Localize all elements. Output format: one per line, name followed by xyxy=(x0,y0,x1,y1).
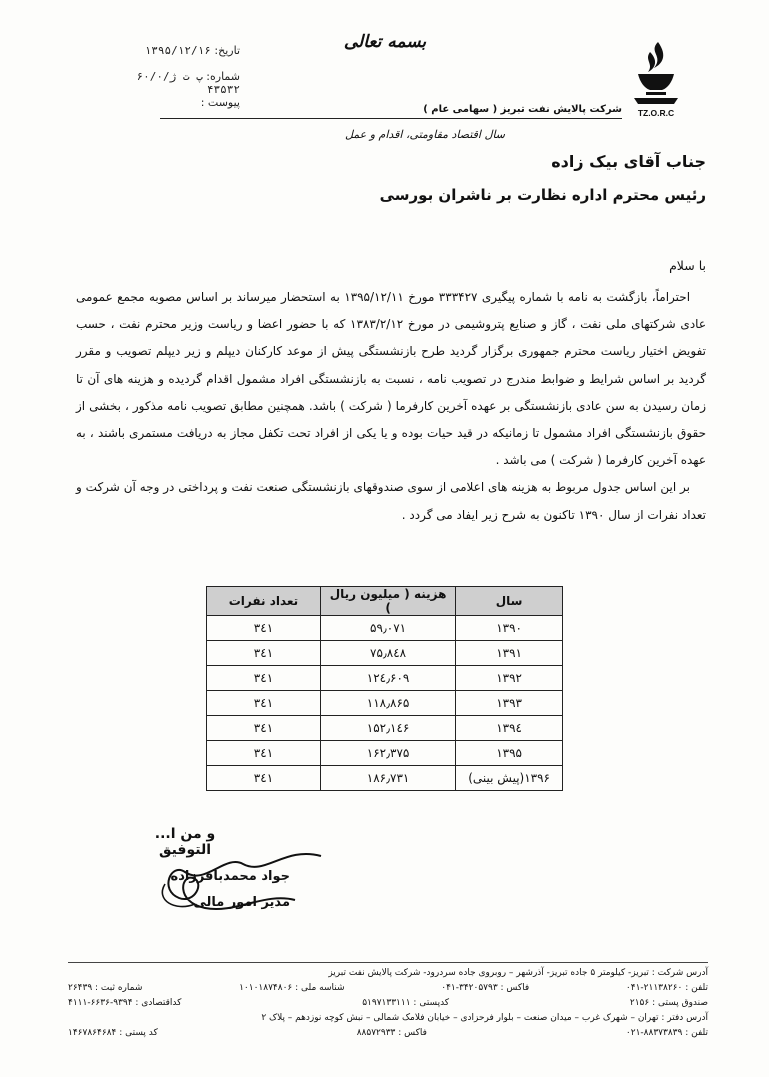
cell-year: ۱۳۹۳ xyxy=(456,691,563,716)
cell-year: ۱۳۹۰ xyxy=(456,616,563,641)
table-row xyxy=(207,741,563,766)
cell-count: ۳٤۱ xyxy=(207,766,321,791)
number-line xyxy=(120,70,240,96)
phone: تلفن : ۲۱۱۳۸۲۶۰-۰۴۱ xyxy=(625,983,708,993)
fax: فاکس : ۳۴۲۰۵۷۹۳-۰۴۱ xyxy=(441,983,530,993)
cost-table xyxy=(206,586,563,791)
company-logo-icon xyxy=(628,38,684,120)
signer-title: مدیر امور مالی xyxy=(193,895,290,910)
date-value: ۱۳۹۵/۱۲/۱۶ xyxy=(144,44,211,57)
header-cost: هزینه ( میلیون ریال ) xyxy=(320,587,455,616)
date-label: تاریخ: xyxy=(214,44,240,57)
cell-year: ۱۳۹٤ xyxy=(456,716,563,741)
closing-phrase: و من ا... التوفیق xyxy=(154,826,216,858)
recipient-title: رئیس محترم اداره نظارت بر ناشران بورسی xyxy=(379,186,706,204)
slogan: سال اقتصاد مقاومتی، اقدام و عمل xyxy=(344,128,506,141)
table-row xyxy=(207,616,563,641)
number-value: پ ت ژ/۶۰/۰ ۴۳۵۳۲ xyxy=(136,70,240,96)
cell-count: ۳٤۱ xyxy=(207,616,321,641)
signer-name: جواد محمدباقرزاده xyxy=(170,869,290,884)
company-name: شرکت پالایش نفت تبریز ( سهامی عام ) xyxy=(423,104,622,115)
footer-row xyxy=(68,966,708,981)
cell-year: ۱۳۹۱ xyxy=(456,641,563,666)
cell-cost: ۱۶۲٫۳۷۵ xyxy=(320,741,455,766)
attachment-label: پیوست : xyxy=(200,96,240,109)
footer-row xyxy=(68,1026,708,1041)
office-address: آدرس دفتر : تهران – شهرک غرب – میدان صنعت – بلوار فرحزادی – خیابان فلامک شمالی – نبش کوچه نوزدهم – پلاک ۲ xyxy=(261,1013,708,1023)
cell-count: ۳٤۱ xyxy=(207,716,321,741)
cell-year: ۱۳۹۶(پیش بینی) xyxy=(456,766,563,791)
table-row xyxy=(207,766,563,791)
footer-row xyxy=(68,981,708,996)
office-postal-code: کد پستی : ۱۴۶۷۸۶۴۶۸۴ xyxy=(68,1028,158,1038)
cell-year: ۱۳۹۵ xyxy=(456,741,563,766)
cell-cost: ۱۱۸٫۸۶۵ xyxy=(320,691,455,716)
office-phone: تلفن : ۸۸۳۷۳۸۳۹-۰۲۱ xyxy=(625,1028,708,1038)
cell-count: ۳٤۱ xyxy=(207,641,321,666)
cell-cost: ۱۲٤٫۶۰۹ xyxy=(320,666,455,691)
registration-number: شماره ثبت : ۲۶۴۳۹ xyxy=(68,983,143,993)
cell-count: ۳٤۱ xyxy=(207,691,321,716)
header-year: سال xyxy=(456,587,563,616)
table-row xyxy=(207,716,563,741)
cell-count: ۳٤۱ xyxy=(207,666,321,691)
letter-body xyxy=(76,284,706,529)
number-label: شماره: xyxy=(206,70,240,83)
table-row xyxy=(207,691,563,716)
signer-block xyxy=(170,864,290,916)
date-line xyxy=(120,44,240,57)
economic-code: کداقتصادی : ۹۳۹۴-۶۶۳۶-۴۱۱۱ xyxy=(68,998,182,1008)
company-address: آدرس شرکت : تبریز- کیلومتر ۵ جاده تبریز- آذرشهر – روبروی جاده سردرود- شرکت پالایش نفت تبریز xyxy=(328,968,708,978)
cell-cost: ۵۹٫۰۷۱ xyxy=(320,616,455,641)
recipient-name: جناب آقای بیک زاده xyxy=(551,152,706,171)
header-count: تعداد نفرات xyxy=(207,587,321,616)
cell-cost: ۱۵۲٫۱٤۶ xyxy=(320,716,455,741)
po-box: صندوق پستی : ۲۱۵۶ xyxy=(629,998,708,1008)
footer-row xyxy=(68,1011,708,1026)
table-row xyxy=(207,641,563,666)
paragraph-1: احتراماً، بازگشت به نامه با شماره پیگیری ۳۳۳۴۲۷ مورخ ۱۳۹۵/۱۲/۱۱ به استحضار میرساند بر اساس مصوبه مجمع عمومی عادی شرکتهای ملی نفت ، گاز و صنایع پتروشیمی در مورخ ۱۳۸۳/۲/۱۲ که با حضور اعضا و ریاست وزیر محترم نفت ، حسب تفویض اختیار ریاست محترم جمهوری برگزار گردید طرح بازنشستگی پیش از موعد کارکنان دیپلم و زیر دیپلم تصویب و مقرر گردید بر اساس شرایط و ضوابط مندرج در تصویب نامه ، نسبت به بازنشستگی افراد مشمول اقدام گردیده و هزینه های آن تا زمان رسیدن به سن عادی بازنشستگی بر عهده آخرین کارفرما ( شرکت ) باشد. همچنین مطابق تصویب نامه مذکور ، بخشی از حقوق بازنشستگی افراد مشمول تا زمانیکه در قید حیات بوده و یا یکی از افراد تحت تکفل مجاز به دریافت مستمری باشند ، به عهده آخرین کارفرما ( شرکت ) می باشد . xyxy=(76,290,706,468)
cell-cost: ۱۸۶٫۷۳۱ xyxy=(320,766,455,791)
footer-row xyxy=(68,996,708,1011)
table-row xyxy=(207,666,563,691)
footer-divider xyxy=(68,962,708,963)
attachment-line xyxy=(120,96,240,109)
cell-count: ۳٤۱ xyxy=(207,741,321,766)
cell-year: ۱۳۹۲ xyxy=(456,666,563,691)
national-id: شناسه ملی : ۱۰۱۰۱۸۷۴۸۰۶ xyxy=(239,983,345,993)
footer xyxy=(68,966,708,1041)
paragraph-2: بر این اساس جدول مربوط به هزینه های اعلامی از سوی صندوقهای بازنشستگی صنعت نفت و پرداختی در وجه آن شرکت و تعداد نفرات از سال ۱۳۹۰ تاکنون به شرح زیر ایفاد می گردد . xyxy=(76,480,706,522)
table-header-row xyxy=(207,587,563,616)
postal-code: کدپستی : ۵۱۹۷۱۳۳۱۱۱ xyxy=(362,998,450,1008)
greeting: با سلام xyxy=(669,258,706,273)
logo-text: TZ.O.R.C xyxy=(637,108,675,118)
office-fax: فاکس : ۸۸۵۷۲۹۳۳ xyxy=(356,1028,427,1038)
bismillah: بسمه تعالی xyxy=(343,32,427,52)
header-divider xyxy=(160,118,622,119)
cell-cost: ۷۵٫۸٤۸ xyxy=(320,641,455,666)
